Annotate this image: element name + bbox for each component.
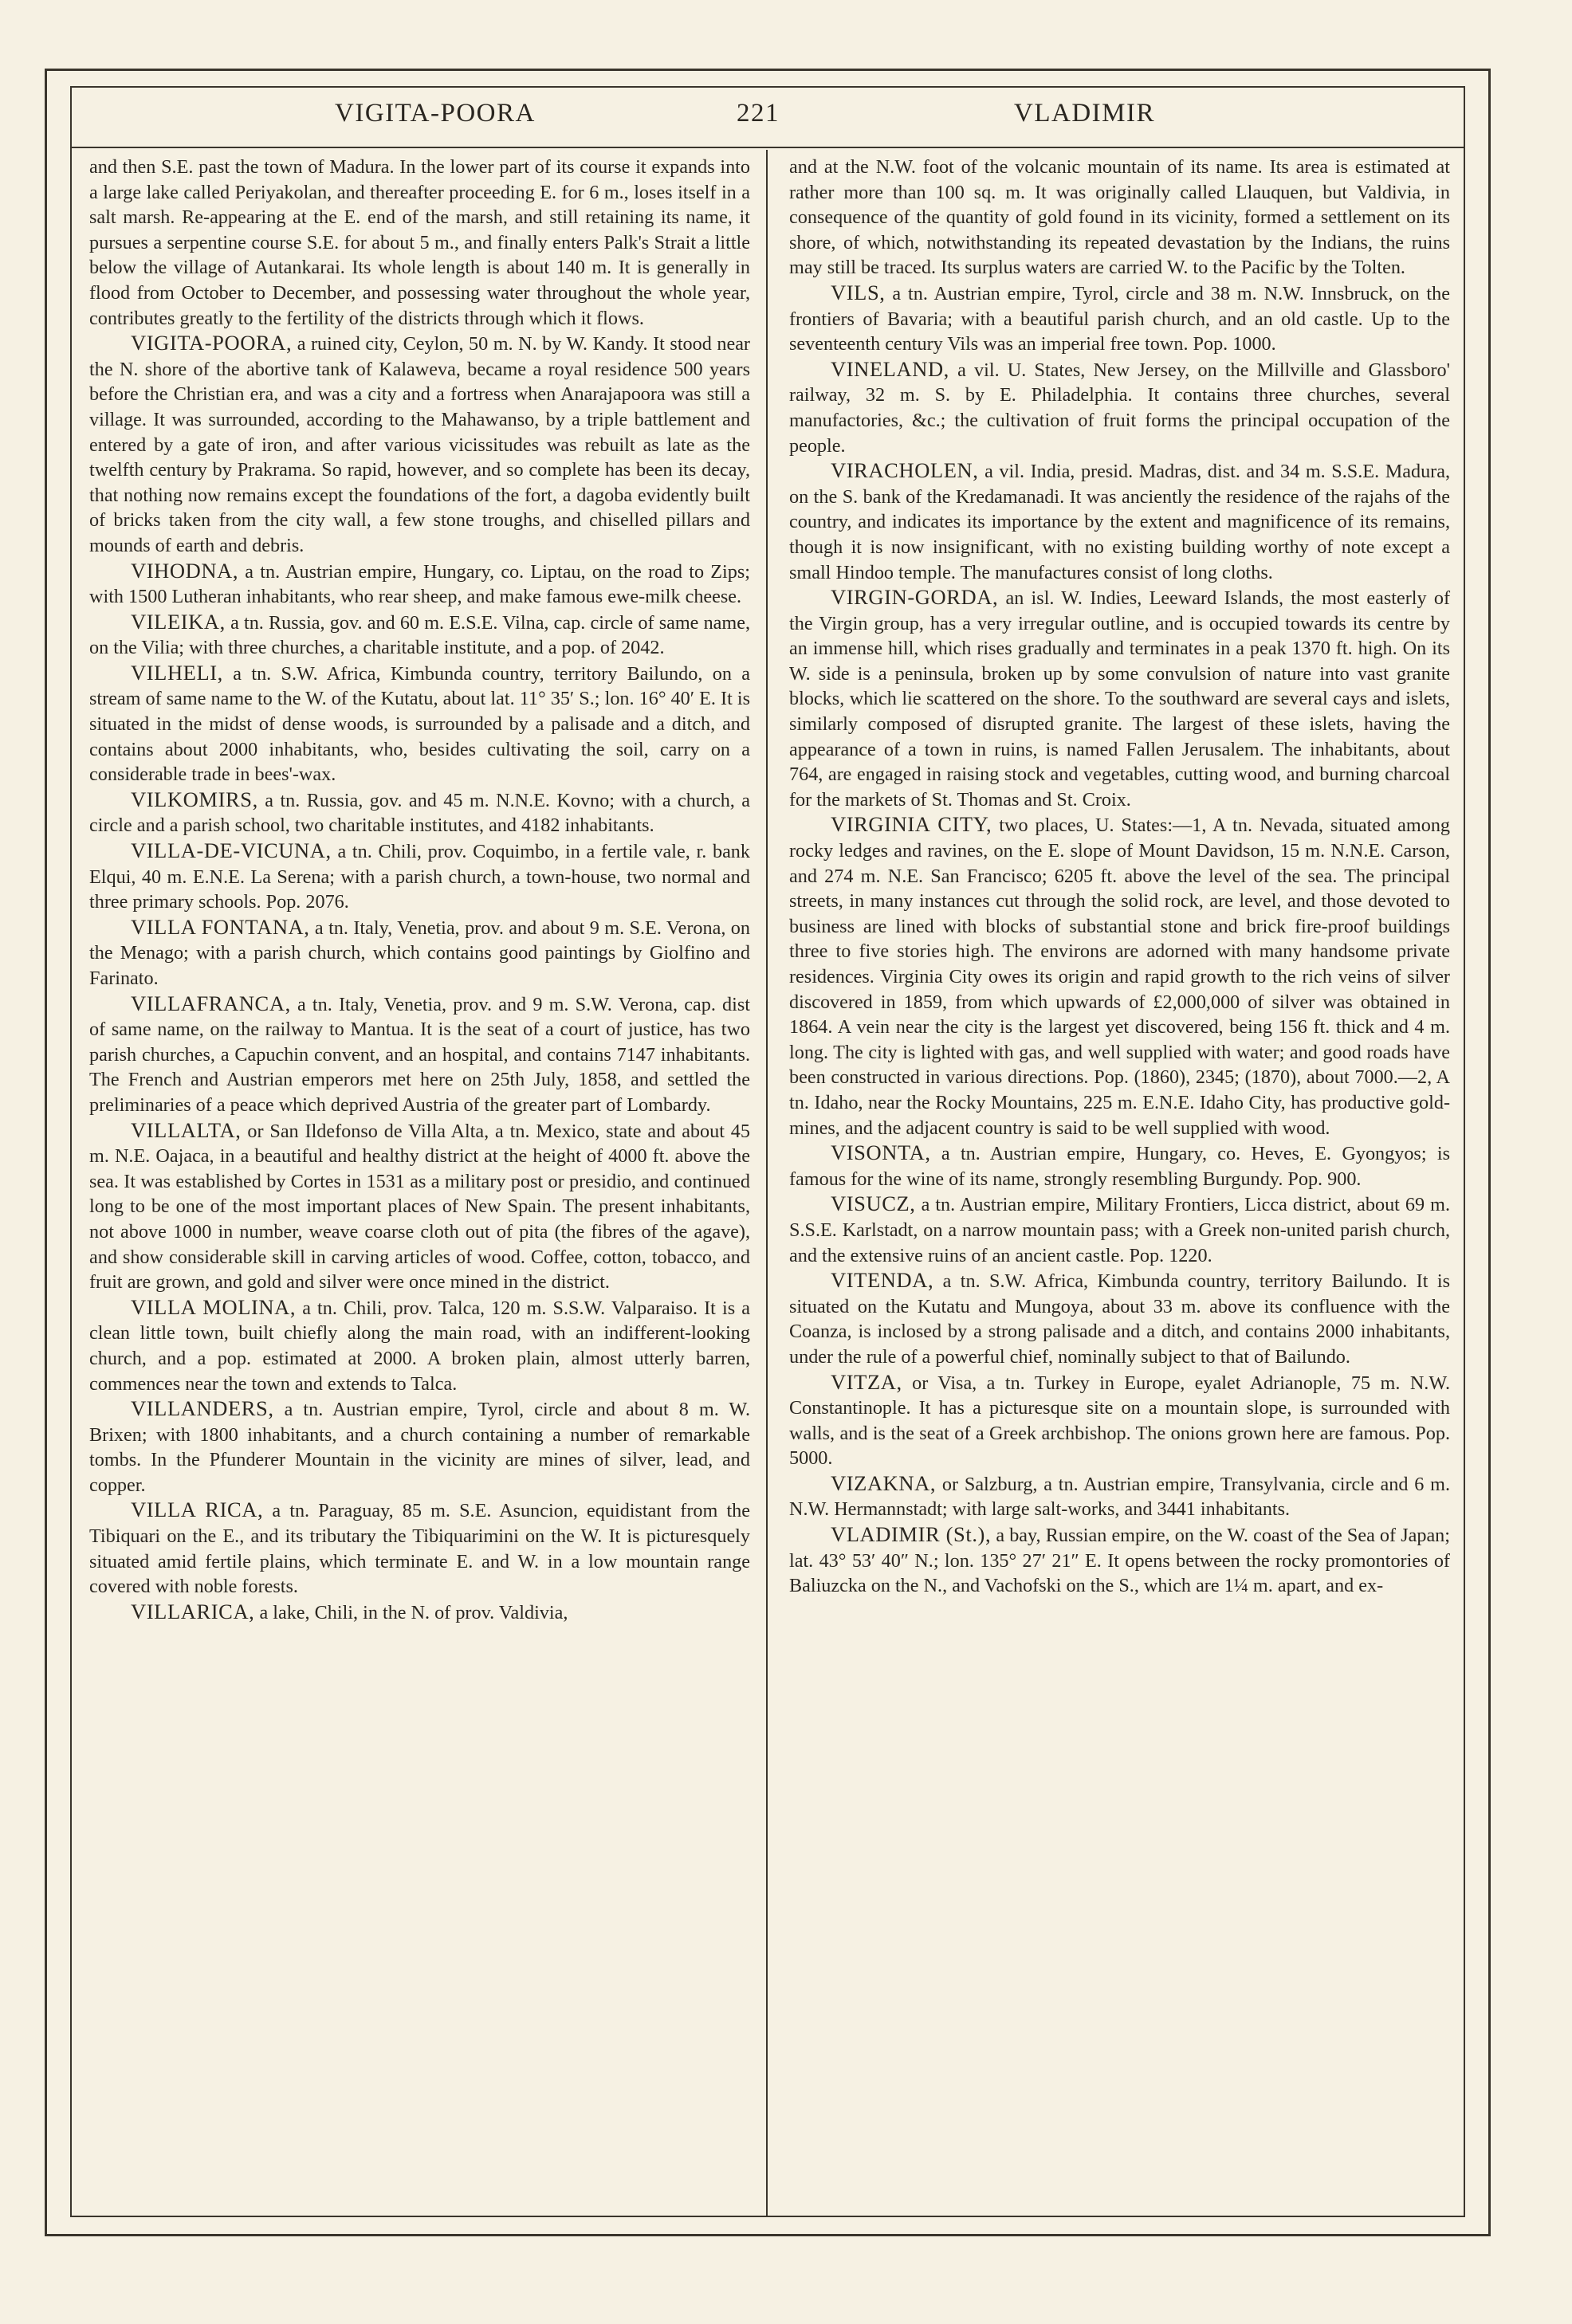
gazetteer-entry [89,610,750,661]
entry-text: an isl. W. Indies, Leeward Islands, the most easterly of the Virgin group, has a very irregular outline, and is occupied towards its centre by an immense hill, which rises gradually and terminates in a peak 1370 ft. high. On its W. side is a peninsula, broken up by some convulsion of nature into vast granite blocks, which lie scattered on the shore. To the southward are several cays and islets, similarly composed of disrupted granite. The largest of these islets, having the appearance of a town in ruins, is named Fallen Jerusalem. The inhabitants, about 764, are engaged in raising stock and vegetables, cutting wood, and burning charcoal for the markets of St. Thomas and St. Croix. [789,587,1450,811]
gazetteer-entry [89,1498,750,1599]
entry-text: a tn. Austrian empire, Military Frontiers, Licca district, about 69 m. S.S.E. Karlstadt, on a narrow mountain pass; with a Greek non-united parish church, and the extensive ruins of an ancient castle. Pop. 1220. [789,1194,1450,1266]
entry-headword: VIGITA-POORA, [131,331,293,355]
entry-headword: VILHELI, [131,660,223,685]
entry-headword: VLADIMIR (St.), [831,1522,992,1547]
entry-headword: VISONTA, [831,1140,931,1165]
column-divider [766,150,768,2216]
gazetteer-entry [89,838,750,915]
entry-headword: VILLAFRANCA, [131,991,291,1015]
entry-headword: VIHODNA, [131,558,239,583]
gazetteer-entry [789,1522,1450,1599]
gazetteer-entry [89,559,750,610]
gazetteer-entry [89,661,750,787]
gazetteer-entry [89,1396,750,1498]
entry-headword: VILLA MOLINA, [131,1294,297,1319]
entry-headword: VITENDA, [831,1268,934,1293]
entry-text: and then S.E. past the town of Madura. In the lower part of its course it expands into a large lake called Periyakolan, and thereafter proceeding E. for 6 m., loses itself in a salt marsh. Re-appearing at the E. end of the marsh, and still retaining its name, it pursues a serpentine course S.E. for about 5 m., and finally enters Palk's Strait a little below the village of Autankarai. Its whole length is about 140 m. It is generally in flood from October to December, and possessing water throughout the whole year, contributes greatly to the fertility of the districts through which it flows. [89,156,750,329]
entry-headword: VILLA FONTANA, [131,914,310,939]
gazetteer-entry [89,787,750,838]
gazetteer-entry [89,331,750,558]
entry-text: a tn. Italy, Venetia, prov. and about 9 m. S.E. Verona, on the Menago; with a parish church, which contains good paintings by Giolfino and Farinato. [89,917,750,989]
gazetteer-entry [89,155,750,331]
entry-text: a tn. Paraguay, 85 m. S.E. Asuncion, equidistant from the Tibiquari on the E., and its tributary the Tibiquarimini on the W. It is picturesquely situated amid fertile plains, which terminate E. and W. in a low mountain range covered with noble forests. [89,1500,750,1598]
entry-headword: VILLANDERS, [131,1396,274,1421]
gazetteer-entry [789,155,1450,281]
header-rule [70,147,1464,148]
entry-text: or Salzburg, a tn. Austrian empire, Transylvania, circle and 6 m. N.W. Hermannstadt; with large salt-works, and 3441 inhabitants. [789,1473,1450,1521]
gazetteer-entry [89,915,750,991]
entry-text: a tn. S.W. Africa, Kimbunda country, territory Bailundo, on a stream of same name to the W. of the Kutatu, about lat. 11° 35′ S.; lon. 16° 40′ E. It is situated in the midst of dense woods, is surrounded by a palisade and a ditch, and contains about 2000 inhabitants, who, besides cultivating the soil, carry on a considerable trade in bees'-wax. [89,662,750,786]
gazetteer-entry [89,1295,750,1396]
gazetteer-entry [789,458,1450,585]
entry-headword: VIZAKNA, [831,1470,937,1495]
running-head-left: VIGITA-POORA [335,99,536,128]
entry-text: a tn. Austrian empire, Hungary, co. Liptau, on the road to Zips; with 1500 Lutheran inhabitants, who rear sheep, and make famous ewe-milk cheese. [89,560,750,608]
entry-headword: VILS, [831,280,886,304]
gazetteer-entry [789,812,1450,1140]
entry-text: two places, U. States:—1, A tn. Nevada, situated among rocky ledges and ravines, on the E. slope of Mount Davidson, 15 m. N.N.E. Carson, and 274 m. N.E. San Francisco; 6205 ft. above the level of the sea. The principal streets, in many instances cut through the solid rock, are level, and those devoted to business are lined with blocks of substantial stone and brick fire-proof buildings three to five stories high. The environs are adorned with many handsome private residences. Virginia City owes its origin and rapid growth to the rich veins of silver discovered in 1859, from which upwards of £2,000,000 of silver was obtained in 1864. A vein near the city is the largest yet discovered, being 156 ft. thick and 4 m. long. The city is lighted with gas, and well supplied with water; and good roads have been constructed in various directions. Pop. (1860), 2345; (1870), about 7000.—2, A tn. Idaho, near the Rocky Mountains, 225 m. E.N.E. Idaho City, has productive gold-mines, and the adjacent country is said to be well supplied with wood. [789,815,1451,1139]
right-column [789,155,1450,1599]
gazetteer-entry [789,281,1450,357]
entry-text: and at the N.W. foot of the volcanic mountain of its name. Its area is estimated at rather more than 100 sq. m. It was originally called Llauquen, but Valdivia, in consequence of the quantity of gold found in its vicinity, formed a settlement on its shore, of which, notwithstanding its repeated devastation by the Indians, the ruins may still be traced. Its surplus waters are carried W. to the Pacific by the Tolten. [789,156,1450,279]
page-number: 221 [737,99,780,128]
entry-text: a vil. India, presid. Madras, dist. and 34 m. S.S.E. Madura, on the S. bank of the Kredamanadi. It was anciently the residence of the rajahs of the country, and indicates its importance by the extent and magnificence of its remains, though it is now insignificant, with no existing building worthy of note except a small Hindoo temple. The manufactures consist of long cloths. [789,461,1450,583]
entry-headword: VILLA RICA, [131,1498,264,1522]
entry-headword: VILLA-DE-VICUNA, [131,838,332,863]
gazetteer-entry [789,1471,1450,1522]
entry-headword: VINELAND, [831,356,949,381]
entry-headword: VILKOMIRS, [131,787,258,811]
entry-text: or San Ildefonso de Villa Alta, a tn. Mexico, state and about 45 m. N.E. Oajaca, in a beautiful and healthy district at the height of 4000 ft. above the sea. It was established by Cortes in 1531 as a military post or presidio, and continued long to be one of the most important places of New Spain. The present inhabitants, not above 1000 in number, weave coarse cloth out of pita (the fibres of the agave), and show considerable skill in carving articles of wood. Coffee, cotton, tobacco, and fruit are grown, and gold and silver were once mined in the district. [89,1120,750,1294]
entry-text: a tn. Italy, Venetia, prov. and 9 m. S.W. Verona, cap. dist of same name, on the railway to Mantua. It is the seat of a court of justice, has two parish churches, a Capuchin convent, and an hospital, and contains 7147 inhabitants. The French and Austrian emperors met here on 25th July, 1858, and settled the preliminaries of a peace which deprived Austria of the greater part of Lombardy. [89,993,750,1116]
entry-headword: VISUCZ, [831,1191,916,1216]
left-column [89,155,750,1625]
running-head-right: VLADIMIR [1014,99,1155,128]
entry-headword: VILLARICA, [131,1599,255,1623]
gazetteer-entry [789,1370,1450,1471]
entry-text: a tn. Austrian empire, Tyrol, circle and 38 m. N.W. Innsbruck, on the frontiers of Bavaria; with a beautiful parish church, and an old castle. Up to the seventeenth century Vils was an imperial free town. Pop. 1000. [789,282,1450,355]
entry-headword: VITZA, [831,1369,902,1394]
gazetteer-entry [89,991,750,1118]
gazetteer-entry [89,1600,750,1626]
entry-text: a tn. Chili, prov. Talca, 120 m. S.S.W. Valparaiso. It is a clean little town, built chiefly along the main road, with an indifferent-looking church, and a pop. estimated at 2000. A broken plain, almost utterly barren, commences near the town and extends to Talca. [89,1297,750,1395]
entry-text: a tn. Austrian empire, Hungary, co. Heves, E. Gyongyos; is famous for the wine of its name, strongly resembling Burgundy. Pop. 900. [789,1143,1450,1190]
entry-headword: VILLALTA, [131,1117,242,1142]
gazetteer-entry [789,1191,1450,1268]
entry-text: a vil. U. States, New Jersey, on the Millville and Glassboro' railway, 32 m. S. by E. Philadelphia. It contains three churches, several manufactories, &c.; the cultivation of fruit forms the principal occupation of the people. [789,359,1450,457]
entry-text: or Visa, a tn. Turkey in Europe, eyalet Adrianople, 75 m. N.W. Constantinople. It has a picturesque site on a mountain slope, is surrounded with walls, and is the seat of a Greek archbishop. The onions grown here are famous. Pop. 5000. [789,1372,1450,1470]
entry-text: a tn. Russia, gov. and 60 m. E.S.E. Vilna, cap. circle of same name, on the Vilia; with three churches, a charitable institute, and a pop. of 2042. [89,611,750,659]
entry-text: a tn. Chili, prov. Coquimbo, in a fertile vale, r. bank Elqui, 40 m. E.N.E. La Serena; with a parish church, a town-house, two normal and three primary schools. Pop. 2076. [89,841,750,913]
gazetteer-entry [789,1140,1450,1191]
gazetteer-entry [789,585,1450,812]
entry-text: a tn. S.W. Africa, Kimbunda country, territory Bailundo. It is situated on the Kutatu and Mungoya, about 33 m. above its confluence with the Coanza, is inclosed by a strong palisade and a ditch, and contains 2000 inhabitants, under the rule of a powerful chief, nominally subject to that of Bailundo. [789,1270,1450,1368]
gazetteer-entry [89,1118,750,1295]
entry-text: a ruined city, Ceylon, 50 m. N. by W. Kandy. It stood near the N. shore of the abortive tank of Kalaweva, became a royal residence 500 years before the Christian era, and was a city and a fortress when Anarajapoora was still a village. It was surrounded, according to the Mahawanso, by a triple battlement and entered by a gate of iron, and after various vicissitudes was rebuilt as late as the twelfth century by Prakrama. So rapid, however, and so complete has been its decay, that nothing now remains except the foundations of the fort, a dagoba evidently built of bricks taken from the city wall, a few stone troughs, and chiselled pillars and mounds of earth and debris. [89,333,750,556]
entry-headword: VIRGIN-GORDA, [831,585,999,610]
entry-headword: VILEIKA, [131,609,226,634]
entry-text: a lake, Chili, in the N. of prov. Valdivia, [254,1601,568,1623]
entry-headword: VIRGINIA CITY, [831,812,992,837]
entry-text: a tn. Russia, gov. and 45 m. N.N.E. Kovno; with a church, a circle and a parish school, two charitable institutes, and 4182 inhabitants. [89,789,750,837]
entry-text: a tn. Austrian empire, Tyrol, circle and about 8 m. W. Brixen; with 1800 inhabitants, and a church containing a number of remarkable tombs. In the Pfunderer Mountain in the vicinity are mines of silver, lead, and copper. [89,1399,750,1496]
gazetteer-entry [789,1268,1450,1369]
gazetteer-entry [789,357,1450,458]
entry-text: a bay, Russian empire, on the W. coast of the Sea of Japan; lat. 43° 53′ 40″ N.; lon. 135° 27′ 21″ E. It opens between the rocky promontories of Baliuzcka on the N., and Vachofski on the S., which are 1¼ m. apart, and ex- [789,1525,1450,1597]
entry-headword: VIRACHOLEN, [831,458,979,483]
